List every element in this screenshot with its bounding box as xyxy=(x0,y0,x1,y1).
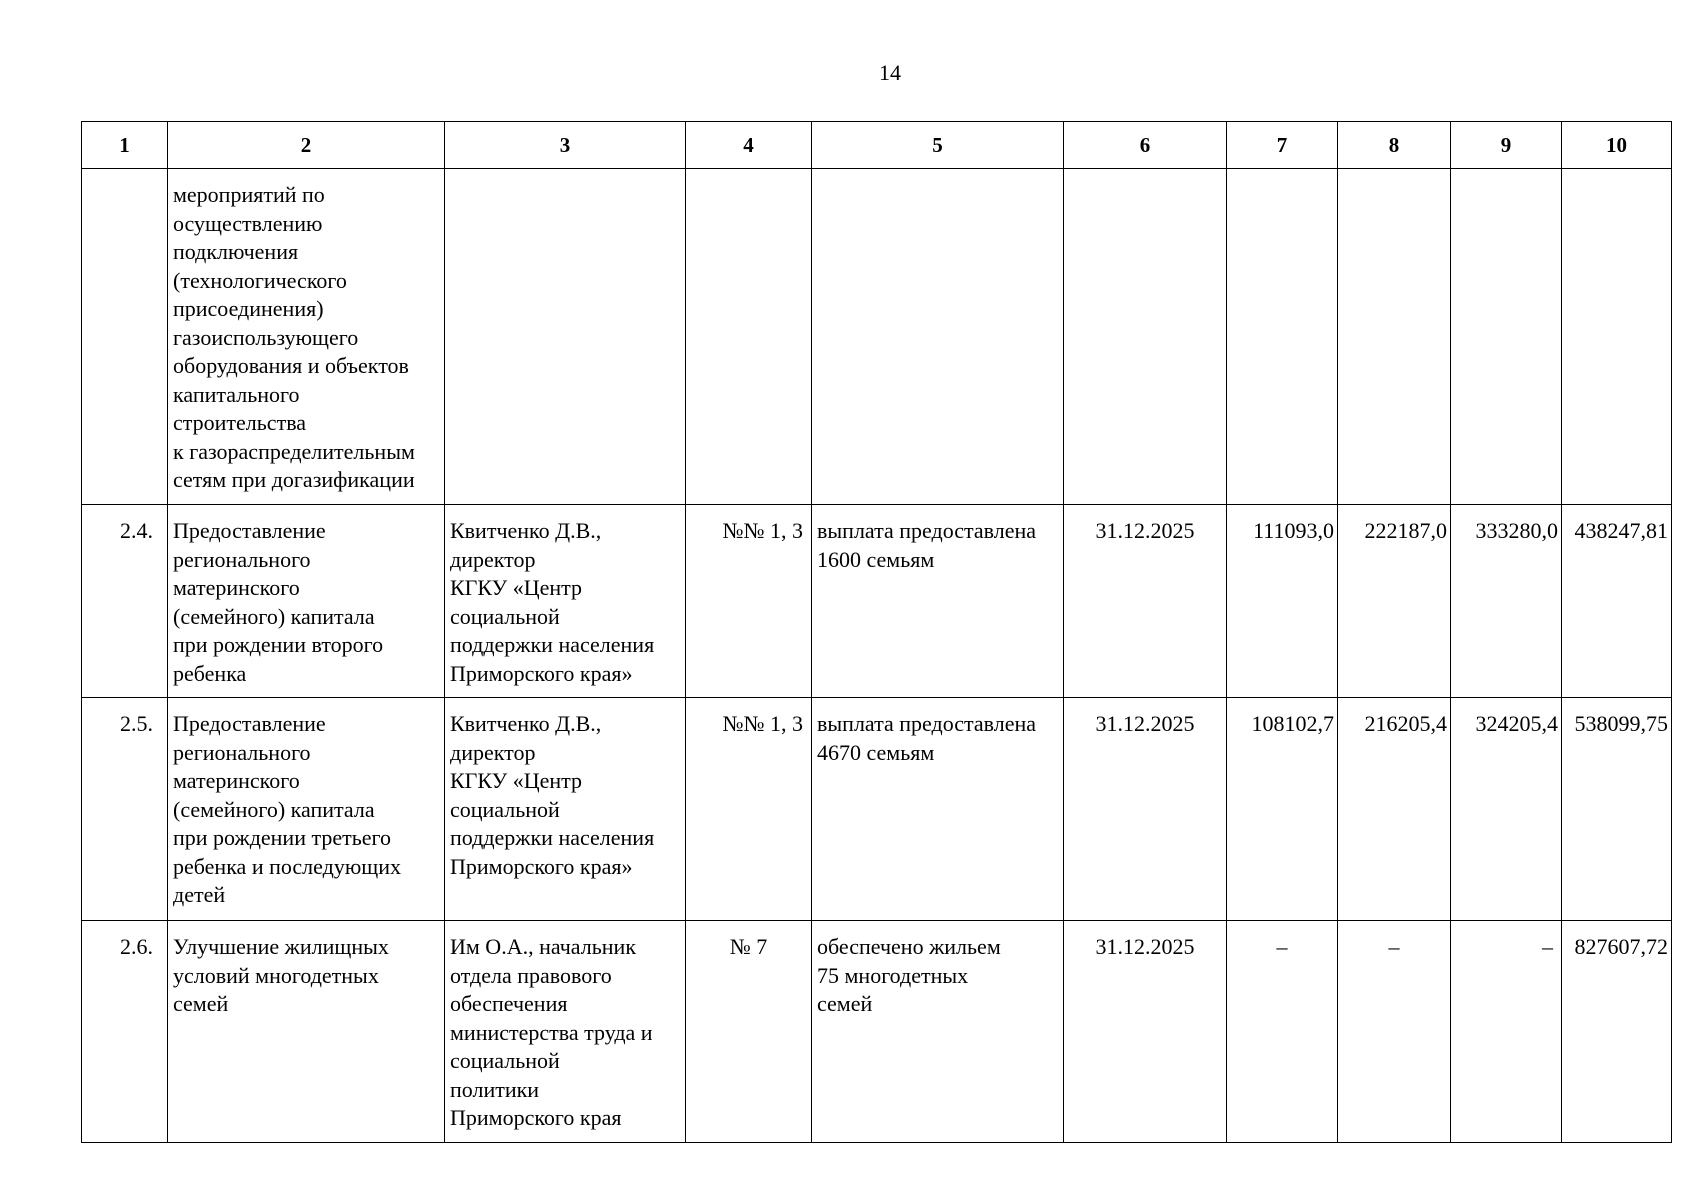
cell-value-8: 216205,4 xyxy=(1338,698,1451,921)
column-header: 7 xyxy=(1227,122,1338,169)
text-line: социальной xyxy=(450,796,560,822)
text-line: мероприятий по xyxy=(173,182,325,207)
cell-value-8: 222187,0 xyxy=(1338,505,1451,698)
cell-responsible xyxy=(445,169,686,505)
column-header: 5 xyxy=(812,122,1064,169)
column-header: 10 xyxy=(1562,122,1672,169)
column-header: 9 xyxy=(1451,122,1562,169)
text-line: капитального xyxy=(173,381,300,407)
text-line: социальной xyxy=(450,1048,560,1073)
cell-value-7: 108102,7 xyxy=(1227,698,1338,921)
cell-ref: №№ 1, 3 xyxy=(686,698,812,921)
cell-num: 2.5. xyxy=(82,698,168,921)
text-line: Приморского края» xyxy=(450,853,633,879)
cell-value-10: 438247,81 xyxy=(1562,505,1672,698)
text-line: директор xyxy=(450,546,536,572)
text-line: регионального xyxy=(173,739,311,765)
text-line: к газораспределительным xyxy=(173,438,415,464)
text-line: КГКУ «Центр xyxy=(450,768,583,793)
text-line: осуществлению xyxy=(173,210,323,236)
cell-value-10: 538099,75 xyxy=(1562,698,1672,921)
column-header: 4 xyxy=(686,122,812,169)
text-line: министерства труда и xyxy=(450,1019,653,1045)
text-line: при рождении третьего xyxy=(173,825,392,850)
text-line: политики xyxy=(450,1076,540,1102)
cell-date: 31.12.2025 xyxy=(1064,698,1227,921)
text-line: оборудования и объектов xyxy=(173,353,409,378)
text-line: ребенка и последующих xyxy=(173,853,401,879)
text-line: выплата предоставлена xyxy=(817,711,1037,736)
text-line: Им О.А., начальник xyxy=(450,934,637,959)
cell-date: 31.12.2025 xyxy=(1064,505,1227,698)
text-line: обеспечено жильем xyxy=(817,934,1001,959)
column-header: 3 xyxy=(445,122,686,169)
text-line: детей xyxy=(173,882,226,907)
text-line: присоединения) xyxy=(173,296,324,321)
cell-value-9: 333280,0 xyxy=(1451,505,1562,698)
text-line: Улучшение жилищных xyxy=(173,934,389,959)
text-line: социальной xyxy=(450,603,560,629)
text-line: подключения xyxy=(173,239,299,264)
text-line: директор xyxy=(450,739,536,765)
cell-value-9: 324205,4 xyxy=(1451,698,1562,921)
column-header: 6 xyxy=(1064,122,1227,169)
header-row xyxy=(82,122,1672,169)
cell-date xyxy=(1064,169,1227,505)
cell-value-7: – xyxy=(1227,921,1338,1143)
table-row xyxy=(82,921,1672,1143)
text-line: (технологического xyxy=(173,267,347,293)
page-number: 14 xyxy=(879,60,901,85)
cell-activity-name xyxy=(168,505,445,698)
text-line: 4670 семьям xyxy=(817,739,935,765)
column-header: 1 xyxy=(82,122,168,169)
text-line: отдела правового xyxy=(450,962,612,988)
text-line: 1600 семьям xyxy=(817,546,935,572)
cell-value-9 xyxy=(1451,169,1562,505)
table-row xyxy=(82,505,1672,698)
cell-activity-name xyxy=(168,698,445,921)
cell-num: 2.6. xyxy=(82,921,168,1143)
text-line: Приморского края» xyxy=(450,660,633,686)
cell-num: 2.4. xyxy=(82,505,168,698)
text-line: Предоставление xyxy=(173,711,326,736)
cell-responsible xyxy=(445,698,686,921)
cell-ref: №№ 1, 3 xyxy=(686,505,812,698)
text-line: условий многодетных xyxy=(173,962,379,988)
text-line: Приморского края xyxy=(450,1105,622,1130)
column-header: 2 xyxy=(168,122,445,169)
text-line: материнского xyxy=(173,768,300,793)
text-line: КГКУ «Центр xyxy=(450,575,583,600)
text-line: газоиспользующего xyxy=(173,324,359,350)
cell-num xyxy=(82,169,168,505)
text-line: 75 многодетных xyxy=(817,962,969,988)
cell-value-8 xyxy=(1338,169,1451,505)
text-line: регионального xyxy=(173,546,311,572)
cell-activity-name xyxy=(168,169,445,505)
cell-responsible xyxy=(445,505,686,698)
cell-date: 31.12.2025 xyxy=(1064,921,1227,1143)
cell-result xyxy=(812,698,1064,921)
text-line: строительства xyxy=(173,410,307,435)
cell-result xyxy=(812,505,1064,698)
text-line: семей xyxy=(173,991,229,1016)
cell-responsible xyxy=(445,921,686,1143)
cell-ref: № 7 xyxy=(686,921,812,1143)
plan-table xyxy=(81,121,1672,1143)
text-line: Квитченко Д.В., xyxy=(450,518,602,543)
text-line: (семейного) капитала xyxy=(173,796,375,822)
cell-value-7: 111093,0 xyxy=(1227,505,1338,698)
text-line: поддержки населения xyxy=(450,632,655,657)
cell-result xyxy=(812,921,1064,1143)
text-line: ребенка xyxy=(173,660,247,686)
text-line: поддержки населения xyxy=(450,825,655,850)
text-line: материнского xyxy=(173,575,300,600)
cell-value-10: 827607,72 xyxy=(1562,921,1672,1143)
text-line: обеспечения xyxy=(450,991,568,1016)
cell-value-10 xyxy=(1562,169,1672,505)
text-line: выплата предоставлена xyxy=(817,518,1037,543)
cell-result xyxy=(812,169,1064,505)
cell-ref xyxy=(686,169,812,505)
column-header: 8 xyxy=(1338,122,1451,169)
cell-activity-name xyxy=(168,921,445,1143)
text-line: Предоставление xyxy=(173,518,326,543)
text-line: Квитченко Д.В., xyxy=(450,711,602,736)
text-line: семей xyxy=(817,991,873,1016)
cell-value-7 xyxy=(1227,169,1338,505)
table-row-continuation xyxy=(82,169,1672,505)
cell-value-9: – xyxy=(1451,921,1562,1143)
cell-value-8: – xyxy=(1338,921,1451,1143)
text-line: (семейного) капитала xyxy=(173,603,375,629)
text-line: сетям при догазификации xyxy=(173,467,415,492)
table-row xyxy=(82,698,1672,921)
text-line: при рождении второго xyxy=(173,632,384,657)
